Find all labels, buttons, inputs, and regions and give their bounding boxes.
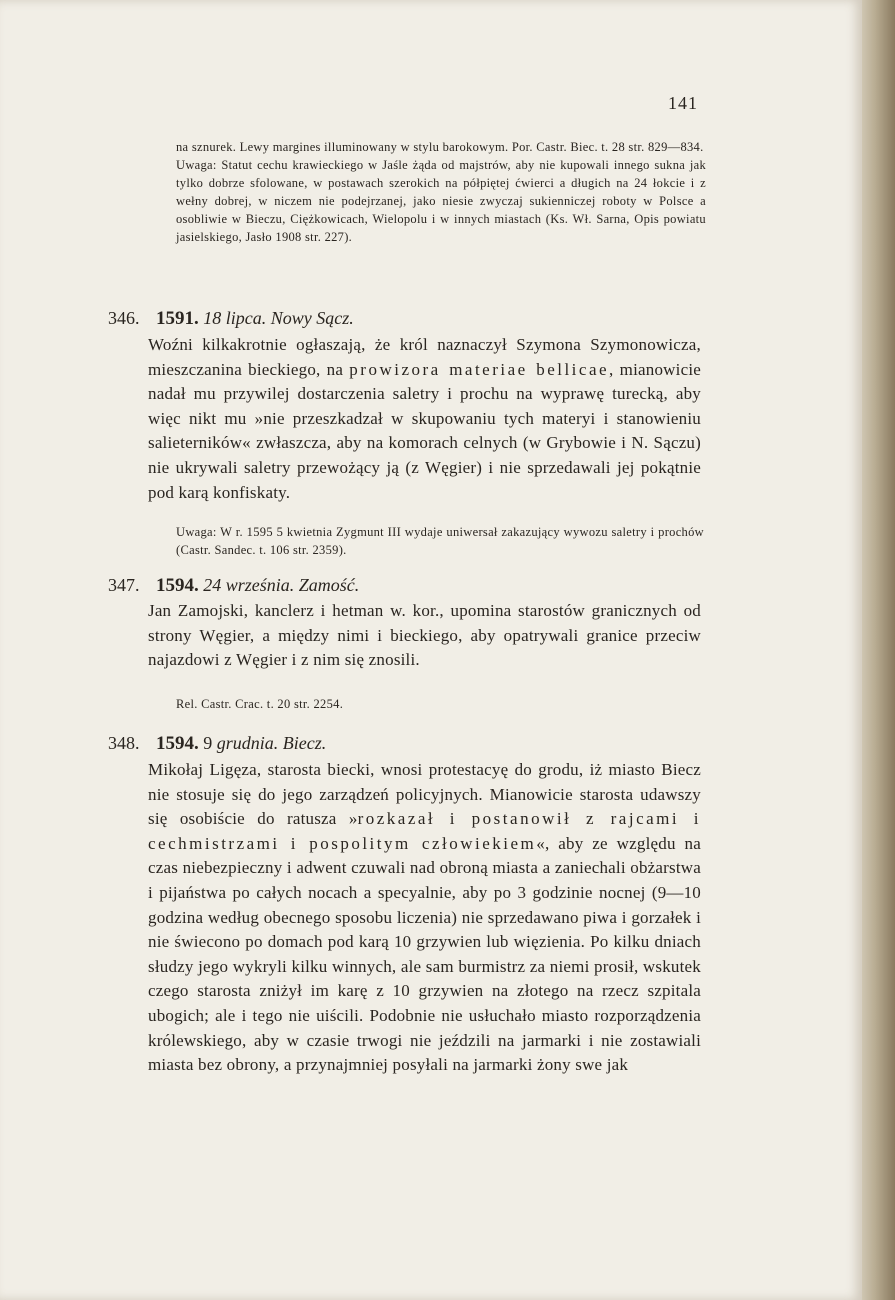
entry-text: Mikołaj Ligęza, starosta biecki, wnosi protestacyę do grodu, iż miasto Biecz nie stosuje się do jego zarządzeń policyjnych. Mianowicie starosta udawszy się osobiście do ratusza » bbox=[148, 760, 701, 829]
entry-347-note: Rel. Castr. Crac. t. 20 str. 2254. bbox=[176, 697, 344, 711]
entry-date: 18 lipca. Nowy Sącz. bbox=[203, 308, 354, 328]
entry-346-note: Uwaga: W r. 1595 5 kwietnia Zygmunt III wydaje uniwersał zakazujący wywozu saletry i prochów (Castr. Sandec. t. 106 str. 2359). bbox=[176, 525, 704, 557]
top-note-uwaga: Uwaga: Statut cechu krawieckiego w Jaśle żąda od majstrów, aby nie kupowali innego sukna jak tylko dobrze sfolowane, w postawach szerokich na półpiętej ćwierci a długich na 24 łokcie i z wełny dobrej, w niczem nie podejrzanej, jako niesie zwyczaj sukienniczej roboty w Polsce a osobliwie w Bieczu, Ciężkowicach, Wielopolu i w innych miastach (Ks. Wł. Sarna, Opis powiatu jasielskiego, Jasło 1908 str. 227). bbox=[176, 158, 706, 244]
entry-text: Woźni kilkakrotnie ogłaszają, że król naznaczył Szymona Szymonowicza, mieszczanina bieckiego, na bbox=[148, 335, 701, 379]
top-note-line: na sznurek. Lewy margines illuminowany w stylu barokowym. Por. Castr. Biec. t. 28 str. 829—834. bbox=[176, 140, 704, 154]
entry-text: «, aby ze względu na czas niebezpieczny i adwent czuwali nad obroną miasta a zaniechali obżarstwa i pijaństwa po całych nocach a specyalnie, aby po 3 godzinie nocnej (9—10 godzina według obecnego sposobu liczenia) nie sprzedawano piwa i gorzałek i nie świecono po domach pod karą 10 grzywien lub więzienia. Po kilku dniach słudzy jego wykryli kilku winnych, ale sam burmistrz za niemi prosił, wskutek czego starosta zniżył im karę z 10 grzywien na złotego na rzecz szpitala ubogich; ale i tego nie uiścili. Podobnie nie usłuchało miasto rozporządzenia królewskiego, aby w czasie trwogi nie jeździli na jarmarki i nie zostawiali miasta bez obrony, a przynajmniej posyłali na jarmarki żony swe jak bbox=[148, 833, 701, 1075]
page-number: 141 bbox=[668, 93, 698, 113]
entry-year: 1594. bbox=[156, 733, 199, 754]
entry-text-spaced: rozkazał i postanowił z rajcami i cechmistrzami i pospolitym człowiekiem bbox=[148, 809, 701, 853]
page-edge bbox=[862, 0, 895, 1300]
entry-date: grudnia. Biecz. bbox=[216, 733, 327, 753]
entry-348-heading bbox=[108, 733, 326, 755]
entry-date: 24 września. Zamość. bbox=[203, 575, 360, 595]
entry-348-text bbox=[148, 758, 701, 1078]
entry-346-text bbox=[148, 333, 701, 505]
entry-number: 348. bbox=[108, 733, 140, 753]
top-note bbox=[176, 138, 706, 246]
entry-text: , mianowicie nadał mu przywilej dostarczenia saletry i prochu na wyprawę turecką, aby więc nikt mu »nie przeszkadzał w skupowaniu tych materyi i stanowieniu salieterników« zwłaszcza, aby na komorach celnych (w Grybowie i N. Sączu) nie ukrywali saletry przewożący ją (z Węgier) i nie sprzedawali jej pokątnie pod karą konfiskaty. bbox=[148, 359, 701, 502]
entry-number: 347. bbox=[108, 575, 140, 595]
entry-date-day: 9 bbox=[203, 733, 213, 753]
entry-year: 1591. bbox=[156, 308, 199, 329]
entry-347-text: Jan Zamojski, kanclerz i hetman w. kor., upomina starostów granicznych od strony Węgier, a między nimi i bieckiego, aby opatrywali granice przeciw najazdowi z Węgier i z nim się znosili. bbox=[148, 601, 701, 670]
entry-text-spaced: prowizora materiae bellicae bbox=[349, 359, 610, 379]
entry-346-heading bbox=[108, 308, 354, 330]
entry-number: 346. bbox=[108, 308, 140, 328]
entry-year: 1594. bbox=[156, 575, 199, 596]
entry-347-heading bbox=[108, 575, 359, 597]
